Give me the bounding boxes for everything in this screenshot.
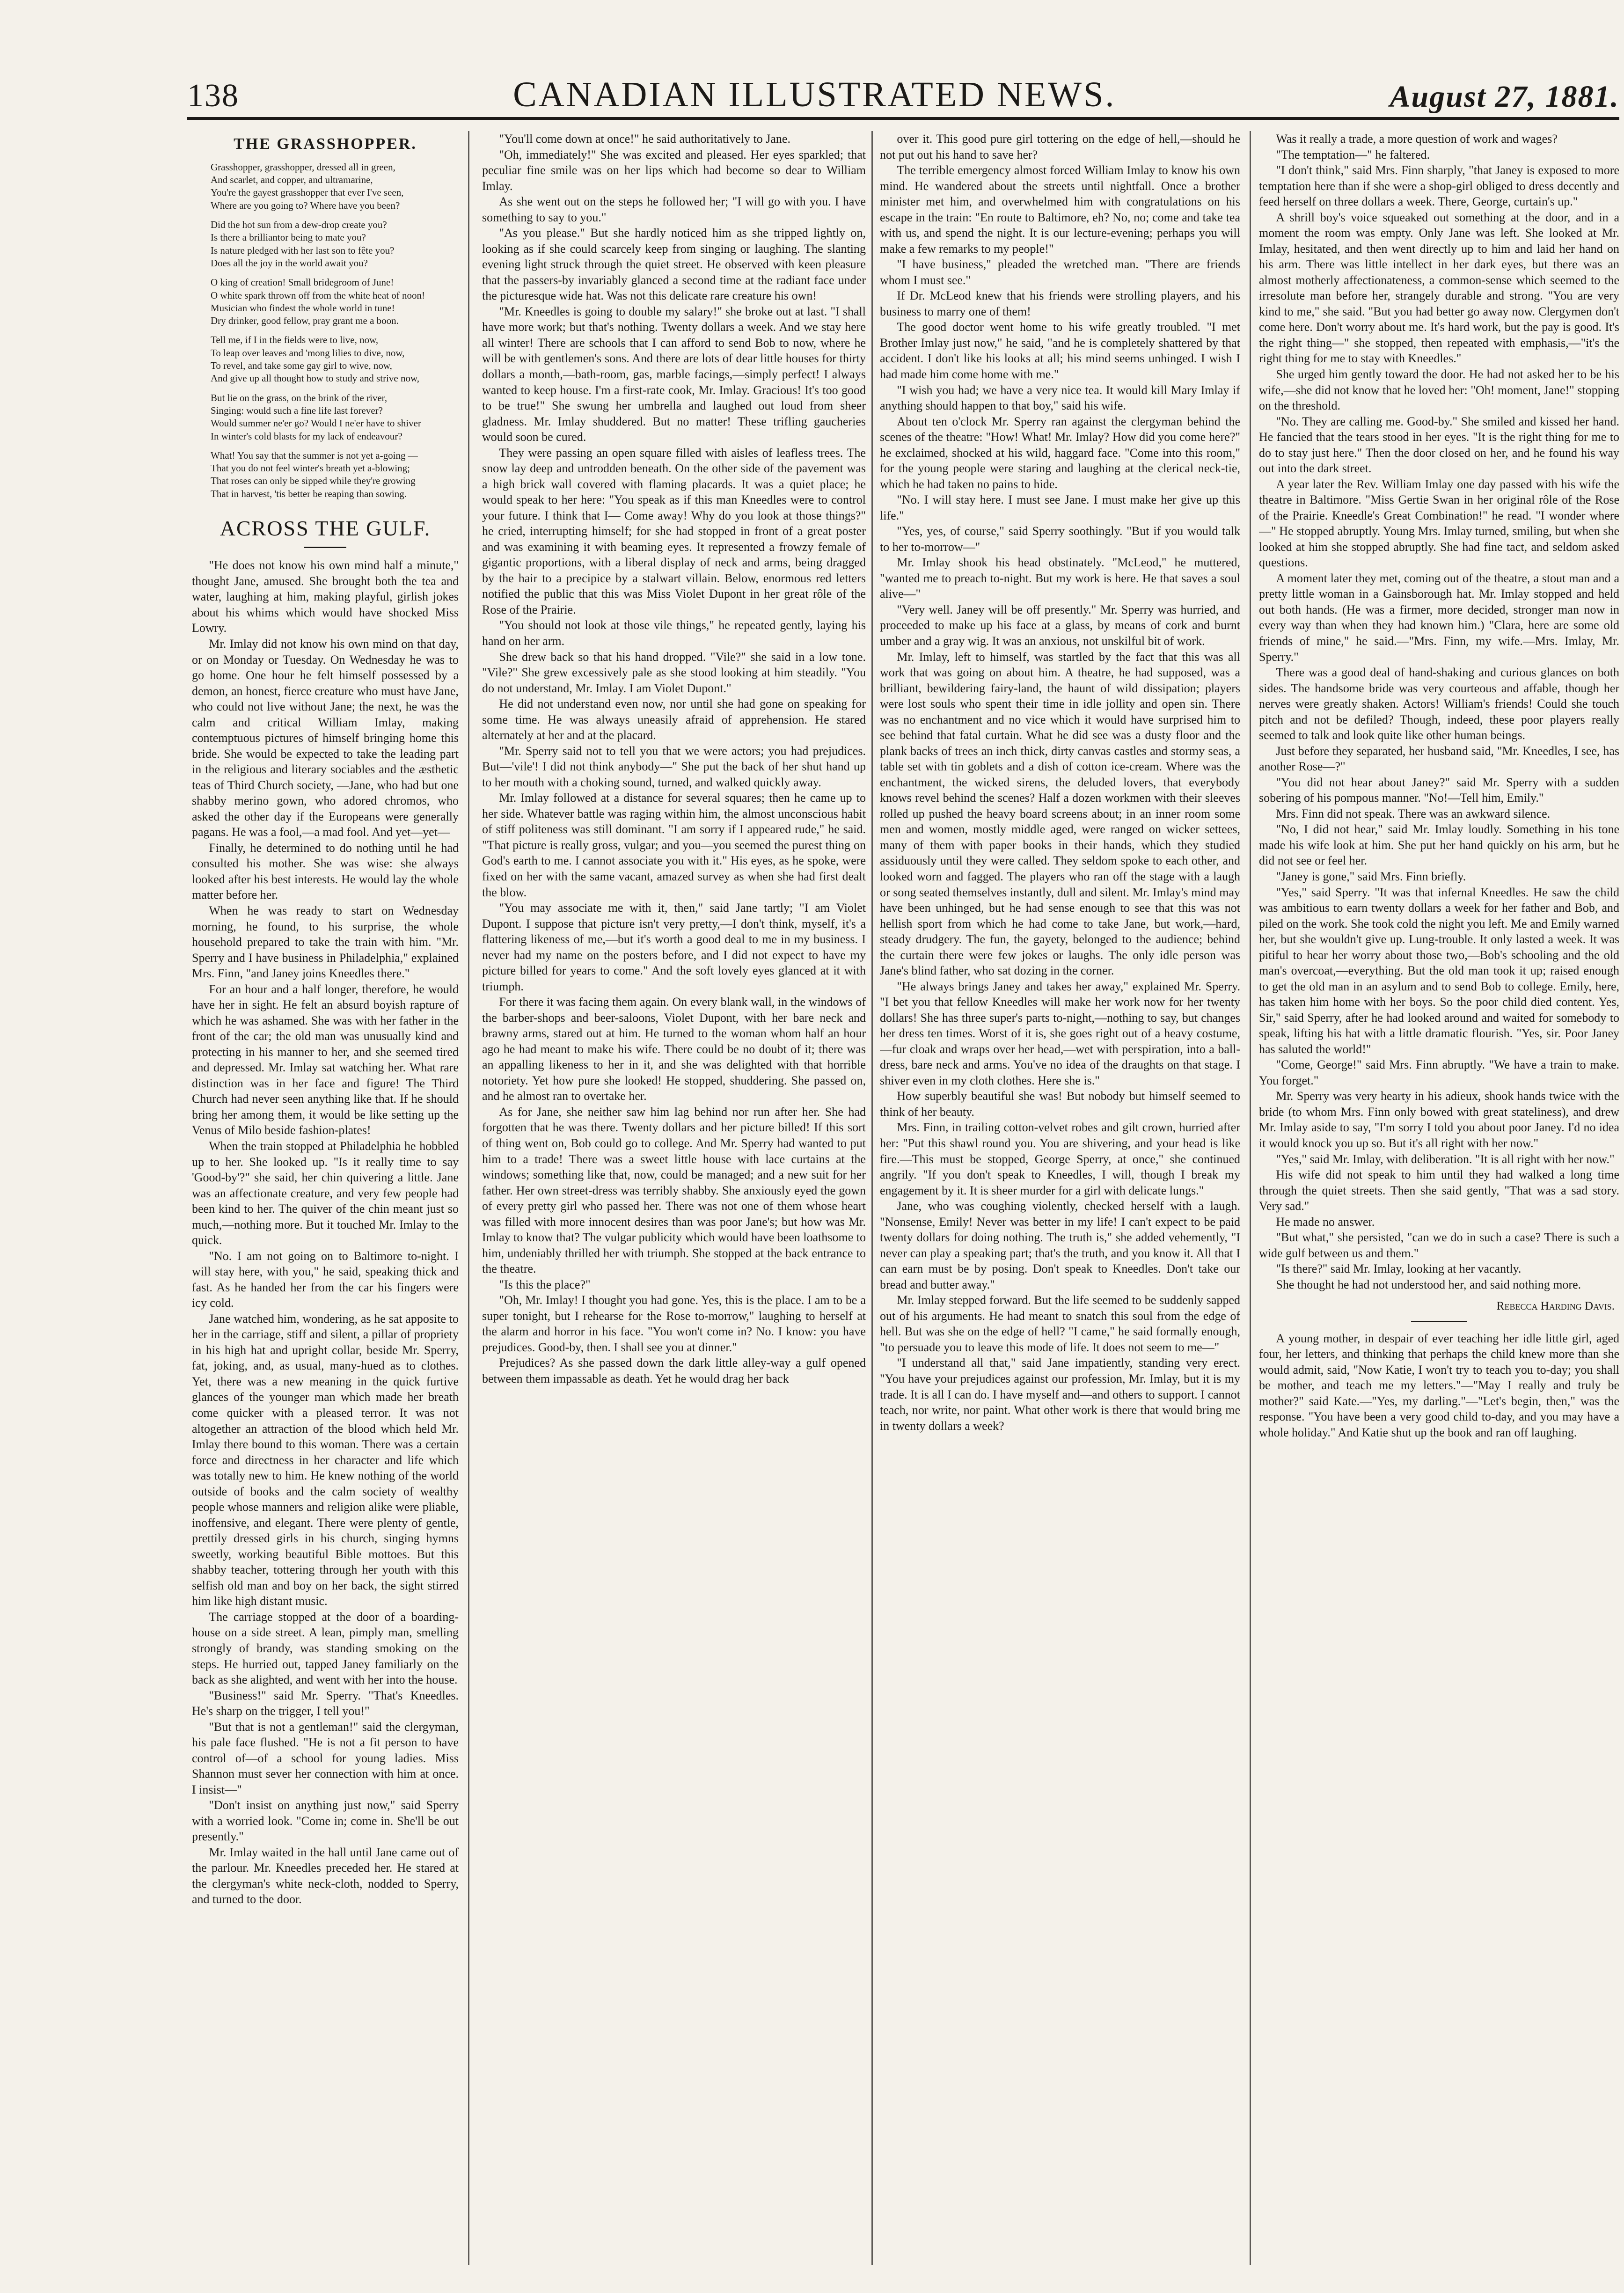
poem-line: To leap over leaves and 'mong lilies to dive, now, <box>211 347 405 359</box>
paragraph: He did not understand even now, nor until she had gone on speaking for some time. He was always uneasily afraid of apprehension. He stared alternately at her and at the placard. <box>482 697 866 742</box>
paragraph: As she went out on the steps he followed her; "I will go with you. I have something to say to you." <box>482 195 866 224</box>
poem-line: That in harvest, 'tis better be reaping than sowing. <box>211 488 407 499</box>
paragraph: His wife did not speak to him until they had walked a long time through the quiet streets. Then she said gently, "That was a sad story. Very sad." <box>1259 1168 1619 1213</box>
paragraph: "Yes," said Sperry. "It was that infernal Kneedles. He saw the child was ambitious to earn twenty dollars a week for her father and Bob, and piled on the work. She took cold the night you left. Me and Emily warned her, but she wouldn't give up. Lung-trouble. It only lasted a week. It was pitiful to hear her worry about those two,—Bob's schooling and the old man's overcoat,—everything. But the old man took it up; raised enough to get the old man in an asylum and to send Bob to college. Emily, here, has taken him home with her boys. So the poor child died content. Yes, Sir," said Sperry, after he had looked around and waited for somebody to speak, lifting his hat with a little dramatic flourish. "Yes, sir. Poor Janey has saluted the world!" <box>1259 885 1619 1056</box>
paragraph: "Oh, Mr. Imlay! I thought you had gone. Yes, this is the place. I am to be a super tonight, but I rehearse for the Rose to-morrow," laughing to herself at the alarm and horror in his face. "You won't come in? No. I know: you have prejudices. Good-by, then. I shall see you at dinner." <box>482 1293 866 1354</box>
poem-stanza <box>211 276 459 327</box>
paragraph: "Oh, immediately!" She was excited and pleased. Her eyes sparkled; that peculiar fine smile was on her lips which had become so dear to William Imlay. <box>482 147 866 193</box>
paragraph: "Yes," said Mr. Imlay, with deliberation. "It is all right with her now." <box>1276 1152 1615 1166</box>
page-header <box>187 66 1619 120</box>
paragraph: "I don't think," said Mrs. Finn sharply, "that Janey is exposed to more temptation here than if she were a shop-girl obliged to dress decently and feed herself on three dollars a week. There, George, curtain's up." <box>1259 163 1619 209</box>
poem-body <box>211 161 459 500</box>
story-column-4 <box>1259 131 1619 1292</box>
column-3 <box>880 131 1240 2265</box>
paragraph: "He always brings Janey and takes her away," explained Mr. Sperry. "I bet you that fellow Kneedles will make her work now for her twenty dollars! She has three super's parts to-night,—nothing to say, but changes her dress ten times. Worst of it is, she goes right out of a heavy costume,—fur cloak and wraps over her head,—wet with perspiration, into a ball-dress, bare neck and arms. You've no idea of the draughts on that stage. I shiver even in my cloth clothes. Here she is." <box>880 979 1240 1087</box>
paragraph: For there it was facing them again. On every blank wall, in the windows of the barber-shops and beer-saloons, Violet Dupont, with her bare neck and brawny arms, stared out at him. He turned to the woman whom half an hour ago he had meant to make his wife. There could be no doubt of it; there was an appalling likeness to her in it, and she was delighted with that horrible notoriety. Yet how pure she looked! He stopped, shuddering. She passed on, and he almost ran to overtake her. <box>482 995 866 1103</box>
paragraph: "I have business," pleaded the wretched man. "There are friends whom I must see." <box>880 257 1240 287</box>
poem-stanza <box>211 334 459 385</box>
paragraph: "Don't insist on anything just now," said Sperry with a worried look. "Come in; come in. She'll be out presently." <box>192 1798 459 1844</box>
paragraph: "No. I am not going on to Baltimore to-night. I will stay here, with you," he said, speaking thick and fast. As he handed her from the car his fingers were icy cold. <box>192 1249 459 1310</box>
poem-line: That you do not feel winter's breath yet a-blowing; <box>211 462 410 474</box>
paragraph: He made no answer. <box>1276 1215 1375 1229</box>
paragraph: A year later the Rev. William Imlay one day passed with his wife the theatre in Baltimore. "Miss Gertie Swan in her original rôle of the Rose of the Prairie. Kneedle's Great Combination!" he read. "I wonder where—" He stopped abruptly. Young Mrs. Imlay turned, smiling, but when she looked at him she stopped abruptly. She had fine tact, and seldom asked questions. <box>1259 477 1619 570</box>
paragraph: If Dr. McLeod knew that his friends were strolling players, and his business to marry one of them! <box>880 289 1240 318</box>
masthead: CANADIAN ILLUSTRATED NEWS. <box>513 75 1116 114</box>
column-divider <box>468 131 469 2265</box>
paragraph: "Mr. Kneedles is going to double my salary!" she broke out at last. "I shall have more work; but that's nothing. Twenty dollars a week. And we stay here all winter! There are schools that I can afford to send Bob to now, where he will be with gentlemen's sons. And there are lots of dear little houses for thirty dollars a month,—bath-room, gas, marble facings,—simply perfect! I always wanted to keep house. I'm a first-rate cook, Mr. Imlay. Gracious! It's too good to be true!" She swung her umbrella and laughed out loud from sheer gladness. Mr. Imlay shuddered. But no matter! These trifling gaucheries would soon be cured. <box>482 304 866 444</box>
story-column-3 <box>880 131 1240 1434</box>
paragraph: "You may associate me with it, then," said Jane tartly; "I am Violet Dupont. I suppose that picture isn't very pretty,—I don't think, myself, it's a flattering likeness of me,—but it's worth a good deal to me in my business. I never had my name on the posters before, and I did not expect to have my picture billed for years to come." And the soft lovely eyes glanced at it with triumph. <box>482 901 866 993</box>
poem-stanza <box>211 161 459 212</box>
section-rule <box>1411 1321 1467 1322</box>
paragraph: She urged him gently toward the door. He had not asked her to be his wife,—she did not know that he loved her: "Oh! moment, Jane!" stopping on the threshold. <box>1259 367 1619 413</box>
anecdote-article <box>1259 1331 1619 1441</box>
paragraph: For an hour and a half longer, therefore, he would have her in sight. He felt an absurd boyish rapture of which he was ashamed. She was with her father in the front of the car; the old man was unusually kind and protecting in his manner to her, and she seemed tired and depressed. Mr. Imlay sat watching her. What rare distinction was in her face and figure! The Third Church had never seen anything like that. If he should bring her among them, it would be like setting up the Venus of Milo beside fashion-plates! <box>192 982 459 1137</box>
paragraph: Mrs. Finn, in trailing cotton-velvet robes and gilt crown, hurried after her: "Put this shawl round you. You are shivering, and your head is like fire.—This must be stopped, George Sperry, at once," she continued angrily. "If you don't speak to Kneedles, I will, though I break my engagement by it. It is sheer murder for a girl with delicate lungs." <box>880 1121 1240 1197</box>
paragraph: How superbly beautiful she was! But nobody but himself seemed to think of her beauty. <box>880 1089 1240 1119</box>
paragraph: Just before they separated, her husband said, "Mr. Kneedles, I see, has another Rose—?" <box>1259 744 1619 774</box>
poem-title: THE GRASSHOPPER. <box>234 135 417 153</box>
column-1 <box>192 131 459 2265</box>
story-column-2 <box>482 131 866 1387</box>
poem-line: Tell me, if I in the fields were to live, now, <box>211 334 379 346</box>
paragraph: As for Jane, she neither saw him lag behind nor run after her. She had forgotten that he was there. Twenty dollars and her picture billed! If this sort of thing went on, Bob could go to college. And Mr. Sperry had wanted to put him to a trade! There was a sweet little house with lace curtains at the windows; something like that, now, could be managed; and a new suit for her father. Her own street-dress was terribly shabby. She anxiously eyed the gown of every pretty girl who passed her. There was not one of them whose heart was filled with more innocent desires than was poor Jane's; but how was Mr. Imlay to know that? The vulgar publicity which would have been loathsome to him, undeniably thrilled her with triumph. She stopped at the back entrance to the theatre. <box>482 1105 866 1276</box>
poem-line: Is nature pledged with her last son to fête you? <box>211 244 395 256</box>
poem-line: But lie on the grass, on the brink of the river, <box>211 392 388 403</box>
paragraph: "I wish you had; we have a very nice tea. It would kill Mary Imlay if anything should happen to that boy," said his wife. <box>880 383 1240 413</box>
paragraph: Jane, who was coughing violently, checked herself with a laugh. "Nonsense, Emily! Never was better in my life! I can't expect to be paid twenty dollars for doing nothing. The truth is," she added vehemently, "I never can play a speaking part; that's the truth, and you know it. All that I can earn must be by posing. Don't speak to Kneedles. Don't take our bread and butter away." <box>880 1199 1240 1291</box>
poem-line: Musician who findest the whole world in tune! <box>211 302 395 314</box>
paragraph: A young mother, in despair of ever teaching her idle little girl, aged four, her letters, and thinking that perhaps the child knew more than she would admit, said, "Now Katie, I won't try to teach you to-day; you shall be mother, and teach me my letters."—"May I really and truly be mother?" said Kate.—"Yes, my darling."—"Let's begin, then," was the response. "You have been a very good child to-day, and you may have a whole holiday." And Katie shut up the book and ran off laughing. <box>1259 1331 1619 1439</box>
poem-line: And scarlet, and copper, and ultramarine, <box>211 174 373 186</box>
paragraph: She drew back so that his hand dropped. "Vile?" she said in a low tone. "Vile?" She grew excessively pale as she stood looking at him steadily. "You do not understand, Mr. Imlay. I am Violet Dupont." <box>482 650 866 695</box>
paragraph: "No. They are calling me. Good-by." She smiled and kissed her hand. He fancied that the tears stood in her eyes. "It is the right thing for me to do to stay just here." Then the door closed on her, and he found his way out into the dark street. <box>1259 414 1619 476</box>
paragraph: "Janey is gone," said Mrs. Finn briefly. <box>1276 869 1466 883</box>
paragraph: Jane watched him, wondering, as he sat apposite to her in the carriage, stiff and silent, a pillar of propriety in his high hat and upright collar, beside Mr. Sperry, fat, joking, and, as usual, many-hued as to clothes. Yet, there was a new meaning in the quick furtive glances of the younger man which made her breath come quicker with a pleased terror. It was not altogether an attraction of the blood which held Mr. Imlay there bound to this woman. There was a certain force and directness in her character and life which was totally new to him. He knew nothing of the world outside of books and the calm society of wealthy people whose manners and religion alike were pliable, inoffensive, and elegant. There were plenty of gentle, prettily dressed girls in his church, singing hymns sweetly, working beautiful Bible mottoes. But this shabby teacher, tottering through her youth with this selfish old man and boy on her back, the sight stirred him like high distant music. <box>192 1311 459 1608</box>
paragraph: "As you please." But she hardly noticed him as she tripped lightly on, looking as if she could scarcely keep from singing or laughing. The slanting evening light struck through the quiet street. He observed with keen pleasure that the passers-by invariably glanced a second time at the radiant face under the picturesque wide hat. Was not this delicate rare creature his own! <box>482 226 866 303</box>
paragraph: "He does not know his own mind half a minute," thought Jane, amused. She brought both the tea and water, laughing at him, making playful, girlish jokes about his whims which would have shocked Miss Lowry. <box>192 558 459 635</box>
paragraph: "Business!" said Mr. Sperry. "That's Kneedles. He's sharp on the trigger, I tell you!" <box>192 1688 459 1718</box>
paragraph: She thought he had not understood her, and said nothing more. <box>1276 1277 1581 1291</box>
paragraph: "Come, George!" said Mrs. Finn abruptly. "We have a train to make. You forget." <box>1259 1058 1619 1087</box>
paragraph: "You should not look at those vile things," he repeated gently, laying his hand on her arm. <box>482 618 866 648</box>
poem-stanza <box>211 449 459 500</box>
poem-line: Grasshopper, grasshopper, dressed all in green, <box>211 161 395 173</box>
poem-line: Is there a brilliantor being to mate you? <box>211 232 366 243</box>
paragraph: "I understand all that," said Jane impatiently, standing very erect. "You have your prejudices against our profession, Mr. Imlay, but it is my trade. It is all I can do. I have myself and—and others to support. I cannot teach, nor write, nor paint. What other work is there that would bring me in twenty dollars a week? <box>880 1356 1240 1433</box>
paragraph: Mr. Imlay stepped forward. But the life seemed to be suddenly sapped out of his arguments. He had meant to snatch this soul from the edge of hell. But was she on the edge of hell? "I came," he said formally enough, "to persuade you to leave this mode of life. It does not seem to me—" <box>880 1293 1240 1354</box>
paragraph: "The temptation—" he faltered. <box>1276 147 1430 161</box>
paragraph: "No. I will stay here. I must see Jane. I must make her give up this life." <box>880 493 1240 522</box>
paragraph: Finally, he determined to do nothing until he had consulted his mother. She was wise: she always looked after his best interests. He would lay the whole matter before her. <box>192 841 459 902</box>
paragraph: A moment later they met, coming out of the theatre, a stout man and a pretty little woman in a Gainsborough hat. Mr. Imlay stopped and held out both hands. (He was a firmer, more decided, stronger man now in every way than when they had known him.) "Clara, here are some old friends of mine," he said.—"Mrs. Finn, my wife.—Mrs. Imlay, Mr. Sperry." <box>1259 571 1619 664</box>
story-title: ACROSS THE GULF. <box>219 516 431 540</box>
paragraph: "Mr. Sperry said not to tell you that we were actors; you had prejudices. But—'vile'! I did not think anybody—" She put the back of her shut hand up to her mouth with a choking sound, turned, and walked quickly away. <box>482 744 866 789</box>
column-divider <box>871 131 873 2265</box>
poem-stanza <box>211 392 459 443</box>
poem-line: Did the hot sun from a dew-drop create you? <box>211 219 387 231</box>
poem-line: And give up all thought how to study and strive now, <box>211 373 420 384</box>
poem-line: In winter's cold blasts for my lack of endeavour? <box>211 430 402 442</box>
poem-line: Singing: would such a fine life last forever? <box>211 404 383 416</box>
issue-date: August 27, 1881. <box>1390 80 1619 114</box>
column-divider <box>1250 131 1251 2265</box>
paragraph: "No, I did not hear," said Mr. Imlay loudly. Something in his tone made his wife look at him. She put her hand quickly on his arm, but he did not see or feel her. <box>1259 822 1619 868</box>
paragraph: over it. This good pure girl tottering on the edge of hell,—should he not put out his hand to save her? <box>880 132 1240 161</box>
poem-line: You're the gayest grasshopper that ever I've seen, <box>211 187 404 198</box>
poem-line: O king of creation! Small bridegroom of June! <box>211 277 394 288</box>
paragraph: When the train stopped at Philadelphia he hobbled up to her. She looked up. "Is it really time to say 'Good-by'?" she said, her chin quivering a little. Jane was an affectionate creature, and very few people had been kind to her. The quiver of the chin meant just so much,—nothing more. But it touched Mr. Imlay to the quick. <box>192 1139 459 1247</box>
paragraph: "Yes, yes, of course," said Sperry soothingly. "But if you would talk to her to-morrow—" <box>880 524 1240 554</box>
paragraph: Prejudices? As she passed down the dark little alley-way a gulf opened between them impassable as death. Yet he would drag her back <box>482 1356 866 1385</box>
poem-line: What! You say that the summer is not yet a-going — <box>211 449 418 461</box>
paragraph: "You did not hear about Janey?" said Mr. Sperry with a sudden sobering of his pompous manner. "No!—Tell him, Emily." <box>1259 775 1619 805</box>
page-number: 138 <box>187 78 239 114</box>
column-2 <box>482 131 866 2265</box>
poem-line: Does all the joy in the world await you? <box>211 257 368 269</box>
paragraph: "Is there?" said Mr. Imlay, looking at her vacantly. <box>1276 1262 1522 1276</box>
poem-line: That roses can only be sipped while they're growing <box>211 475 416 487</box>
paragraph: About ten o'clock Mr. Sperry ran against the clergyman behind the scenes of the theatre: "How! What! Mr. Imlay? How did you come here?" he exclaimed, shocked at his wild, haggard face. "Come into this room," for the young people were staring and laughing at the clerical neck-tie, which he had taken no pains to hide. <box>880 414 1240 491</box>
paragraph: "Is this the place?" <box>499 1277 591 1291</box>
paragraph: "But what," she persisted, "can we do in such a case? There is such a wide gulf between us and them." <box>1259 1231 1619 1260</box>
poem-line: O white spark thrown off from the white heat of noon! <box>211 289 425 301</box>
poem-line: Where are you going to? Where have you been? <box>211 199 400 211</box>
paragraph: The carriage stopped at the door of a boarding-house on a side street. A lean, pimply man, smelling strongly of brandy, was standing smoking on the steps. He hurried out, tapped Janey familiarly on the back as she alighted, and went with her into the house. <box>192 1610 459 1687</box>
poem-line: Would summer ne'er go? Would I ne'er have to shiver <box>211 418 421 429</box>
column-4 <box>1259 131 1619 2265</box>
paragraph: Mr. Sperry was very hearty in his adieux, shook hands twice with the bride (to whom Mrs. Finn only bowed with great stateliness), and drew Mr. Imlay aside to say, "I'm sorry I told you about poor Janey. I'd no idea it would knock you up so. But it's all right with her now." <box>1259 1089 1619 1150</box>
paragraph: A shrill boy's voice squeaked out something at the door, and in a moment the room was empty. Only Jane was left. She looked at Mr. Imlay, hesitated, and then went directly up to him and laid her hand on his arm. There was little intellect in her dark eyes, but there was an almost motherly affectionateness, a common-sense which seemed to the irresolute man before her, strangely durable and strong. "You are very kind to me," she said. "But you had better go away now. Clergymen don't come here. Don't worry about me. It's hard work, but the pay is good. It's the right thing—" she stopped, then repeated with emphasis,—"it's the right thing for me to stay with Kneedles." <box>1259 210 1619 366</box>
poem-line: To revel, and take some gay girl to wive, now, <box>211 360 392 372</box>
paragraph: Was it really a trade, a more question of work and wages? <box>1276 132 1558 146</box>
paragraph: Mrs. Finn did not speak. There was an awkward silence. <box>1276 806 1551 820</box>
paragraph: Mr. Imlay did not know his own mind on that day, or on Monday or Tuesday. On Wednesday he was to go home. One hour he felt himself possessed by a demon, an honest, fierce creature who must have Jane, who could not live without Jane; the next, he was the calm and critical William Imlay, making contemptuous pictures of himself bringing home this bride. She would be expected to take the leading part in the religious and literary sociables and the æsthetic teas of Third Church society, —Jane, who had but one shabby merino gown, who adored chromos, who asked the other day if the Europeans were generally pagans. He was a fool,—a mad fool. And yet—yet— <box>192 637 459 839</box>
poem-line: Dry drinker, good fellow, pray grant me a boon. <box>211 315 399 327</box>
author-signature: Rebecca Harding Davis. <box>1496 1300 1615 1313</box>
poem-stanza <box>211 219 459 270</box>
paragraph: Mr. Imlay shook his head obstinately. "McLeod," he muttered, "wanted me to preach to-night. But my work is here. He that saves a soul alive—" <box>880 556 1240 601</box>
story-column-1 <box>192 557 459 1907</box>
paragraph: "But that is not a gentleman!" said the clergyman, his pale face flushed. "He is not a fit person to have control of—of a school for young ladies. Miss Shannon must sever her connection with him at once. I insist—" <box>192 1720 459 1796</box>
paragraph: Mr. Imlay followed at a distance for several squares; then he came up to her side. Whatever battle was raging within him, the almost unconscious habit of stiff politeness was still dominant. "I am sorry if I appeared rude," he said. "That picture is really gross, vulgar; and you—you seemed the purest thing on God's earth to me. I cannot associate you with it." His eyes, as he spoke, were fixed on her with the same vacant, amazed survey as when she had first dealt the blow. <box>482 791 866 899</box>
paragraph: "You'll come down at once!" he said authoritatively to Jane. <box>499 132 790 146</box>
paragraph: There was a good deal of hand-shaking and curious glances on both sides. The handsome bride was very courteous and affable, though her nerves were greatly shaken. Actors! William's friends! Could she touch pitch and not be defiled? Though, indeed, these poor players really seemed to talk and look quite like other human beings. <box>1259 666 1619 742</box>
paragraph: Mr. Imlay waited in the hall until Jane came out of the parlour. Mr. Kneedles preceded her. He stared at the clergyman's white neck-cloth, nodded to Sperry, and turned to the door. <box>192 1845 459 1906</box>
paragraph: The terrible emergency almost forced William Imlay to know his own mind. He wandered about the streets until nightfall. Once a brother minister met him, and overwhelmed him with congratulations on his escape in the train: "En route to Baltimore, eh? No, no; come and take tea with us, and spend the night. It is our lecture-evening; perhaps you will make a few remarks to my people!" <box>880 163 1240 256</box>
title-rule <box>304 547 346 548</box>
paragraph: Mr. Imlay, left to himself, was startled by the fact that this was all work that was going on about him. A theatre, he had supposed, was a brilliant, bewildering fairy-land, the haunt of wild dissipation; players were lost souls who spent their time in idle jollity and open sin. There was no enchantment and no vice which it would have surprised him to see behind that fatal curtain. What he did see was a dusty floor and the plank backs of trees an inch thick, dirty canvas castles and stormy seas, a table set with tin goblets and a dish of cotton ice-cream. Where was the enchantment, the wicked sirens, the deluded lovers, that everybody knows revel behind the scenes? Half a dozen workmen with their sleeves rolled up pushed the heavy board screens about; in an inner room some men and women, mostly middle aged, were ranged on wicker settees, many of them with paper books in their hands, which they studied assiduously until they were called. They seldom spoke to each other, and looked worn and fagged. The players who ran off the stage with a laugh or song seated themselves instantly, dull and silent. Mr. Imlay's mind may have been unhinged, but he had sense enough to see that this was not hellish sport from which he had come to take Jane, but work,—hard, steady drudgery. The fun, the gayety, belonged to the audience; behind the curtain there were few jokes or laughs. The only idle person was Jane's blind father, who sat dozing in the corner. <box>880 650 1240 978</box>
paragraph: "Very well. Janey will be off presently." Mr. Sperry was hurried, and proceeded to make up his face at a glass, by means of cork and burnt umber and a gray wig. It was an anxious, not unskilful bit of work. <box>880 602 1240 648</box>
paragraph: They were passing an open square filled with aisles of leafless trees. The snow lay deep and untrodden beneath. On the other side of the pavement was a high brick wall covered with flaming placards. It was a quiet place; he would speak to her here: "You speak as if this man Kneedles were to control your future. I think that I— Come away! Why do you look at those things?" he cried, interrupting himself; for she had stopped in front of a great poster and was examining it with beaming eyes. It represented a frowzy female of gigantic proportions, with a liberal display of neck and arms, being dragged by the hair to a precipice by a stalwart villain. Below, enormous red letters notified the public that this was Miss Violet Dupont in her great rôle of the Rose of the Prairie. <box>482 446 866 616</box>
paragraph: The good doctor went home to his wife greatly troubled. "I met Brother Imlay just now," he said, "and he is completely shattered by that accident. I don't like his looks at all; his mind seems unhinged. I wish I had made him come home with me." <box>880 320 1240 381</box>
paragraph: When he was ready to start on Wednesday morning, he found, to his surprise, the whole household prepared to take the train with him. "Mr. Sperry and I have business in Philadelphia," explained Mrs. Finn, "and Janey joins Kneedles there." <box>192 904 459 981</box>
